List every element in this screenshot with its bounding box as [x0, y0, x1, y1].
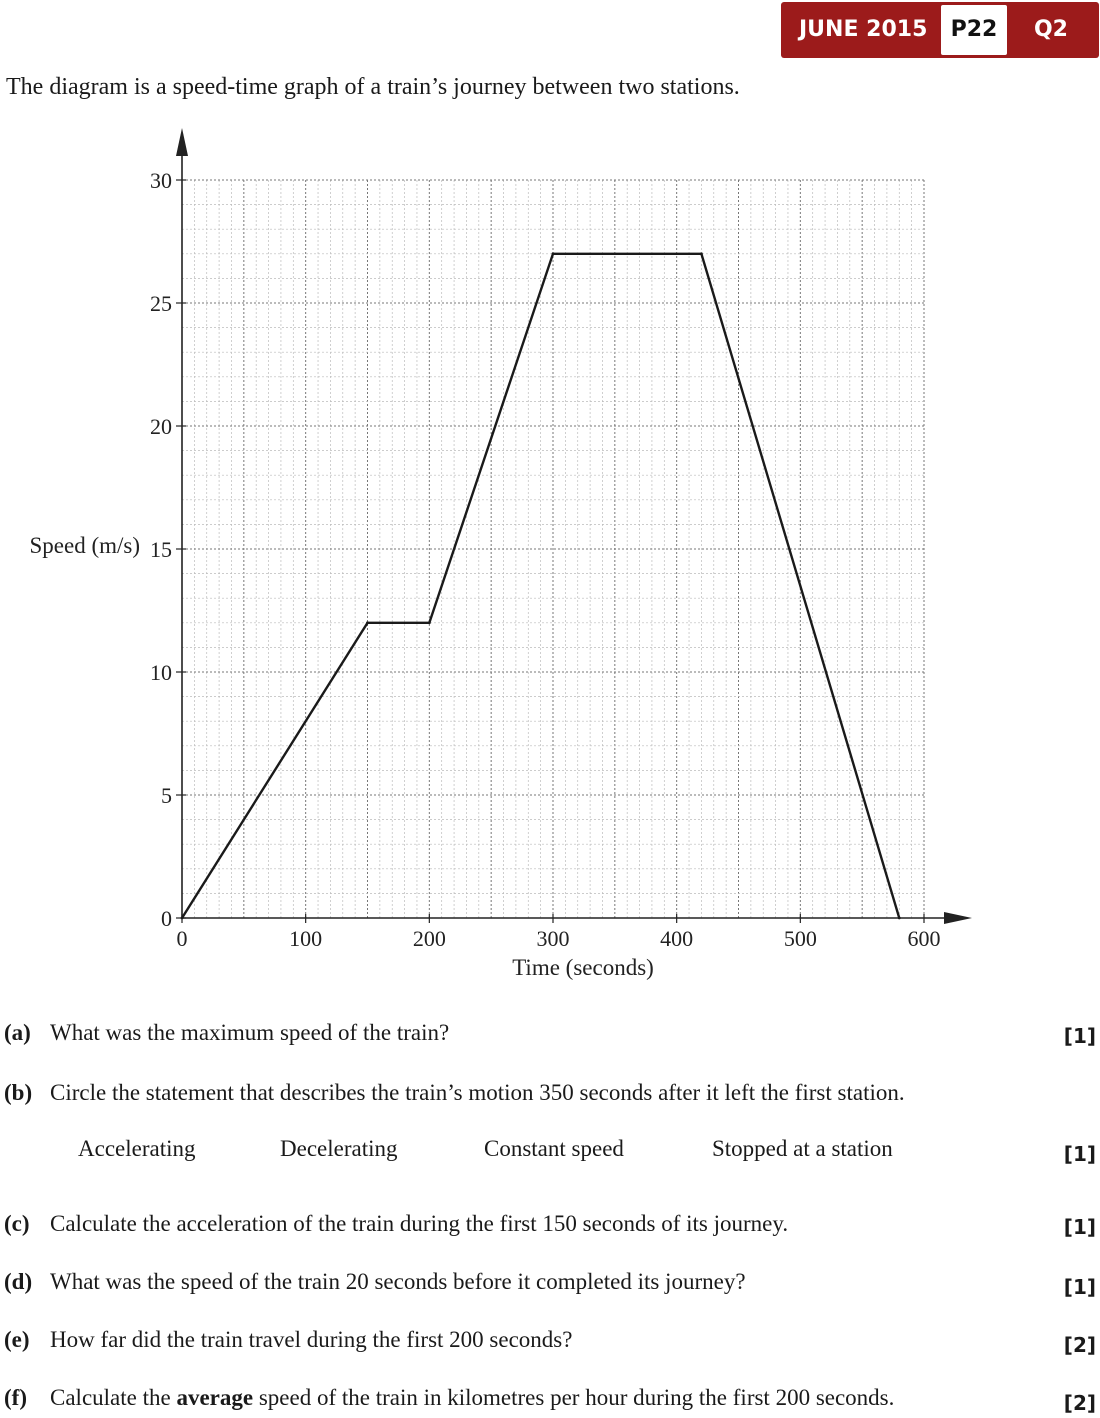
x-tick-label: 400: [660, 926, 694, 951]
question-d-label: (d): [4, 1269, 33, 1294]
question-e-marks: [2]: [1063, 1333, 1096, 1357]
x-tick-label: 100: [289, 926, 323, 951]
question-b-text: Circle the statement that describes the train’s motion 350 seconds after it left the first station.: [50, 1080, 905, 1105]
exam-paper: P22: [941, 5, 1007, 55]
question-b-marks: [1]: [1063, 1142, 1096, 1166]
question-number: Q2: [1033, 17, 1068, 42]
y-axis-arrow: [176, 128, 188, 156]
data-point: [700, 252, 703, 255]
question-e-label: (e): [4, 1327, 30, 1352]
data-point: [898, 917, 901, 920]
data-point: [552, 252, 555, 255]
question-b-label: (b): [4, 1080, 33, 1105]
question-d-marks: [1]: [1063, 1275, 1096, 1299]
question-b: [4, 1080, 905, 1106]
data-point: [181, 917, 184, 920]
question-d: [4, 1269, 746, 1295]
question-f-emphasis: average: [176, 1385, 254, 1410]
data-point: [428, 621, 431, 624]
question-c: [4, 1211, 788, 1237]
option-stopped[interactable]: Stopped at a station: [712, 1136, 893, 1161]
y-axis-title: Speed (m/s): [29, 533, 140, 558]
question-f-text-before: Calculate the: [50, 1385, 177, 1410]
x-tick-label: 200: [412, 926, 446, 951]
x-axis-arrow: [944, 912, 972, 924]
y-tick-label: 20: [150, 414, 172, 439]
question-d-text: What was the speed of the train 20 seconds before it completed its journey?: [50, 1269, 746, 1294]
question-f-label: (f): [4, 1385, 27, 1410]
x-tick-label: 500: [783, 926, 817, 951]
question-a-text: What was the maximum speed of the train?: [50, 1020, 450, 1045]
data-point: [366, 621, 369, 624]
y-tick-label: 5: [161, 783, 172, 808]
x-tick-label: 300: [536, 926, 570, 951]
question-e-text: How far did the train travel during the first 200 seconds?: [50, 1327, 573, 1352]
option-accelerating[interactable]: Accelerating: [78, 1136, 196, 1161]
x-tick-label: 0: [176, 926, 188, 951]
question-c-label: (c): [4, 1211, 30, 1236]
x-axis-title: Time (seconds): [512, 955, 654, 980]
question-e: [4, 1327, 572, 1353]
y-tick-label: 25: [150, 291, 172, 316]
y-tick-label: 30: [150, 168, 172, 193]
question-f-marks: [2]: [1063, 1391, 1096, 1415]
question-c-marks: [1]: [1063, 1215, 1096, 1239]
question-c-text: Calculate the acceleration of the train during the first 150 seconds of its journey.: [50, 1211, 789, 1236]
y-tick-label: 0: [161, 906, 172, 931]
x-tick-label: 600: [907, 926, 941, 951]
question-f-text-after: speed of the train in kilometres per hour during the first 200 seconds.: [253, 1385, 895, 1410]
question-a-marks: [1]: [1063, 1024, 1096, 1048]
intro-text: The diagram is a speed-time graph of a train’s journey between two stations.: [6, 74, 740, 100]
question-f: [4, 1385, 894, 1411]
option-decelerating[interactable]: Decelerating: [280, 1136, 398, 1161]
question-a: [4, 1020, 449, 1046]
option-constant-speed[interactable]: Constant speed: [484, 1136, 624, 1161]
y-tick-label: 15: [150, 537, 172, 562]
y-tick-label: 10: [150, 660, 172, 685]
exam-session: JUNE 2015: [799, 17, 928, 42]
question-a-label: (a): [4, 1020, 31, 1045]
